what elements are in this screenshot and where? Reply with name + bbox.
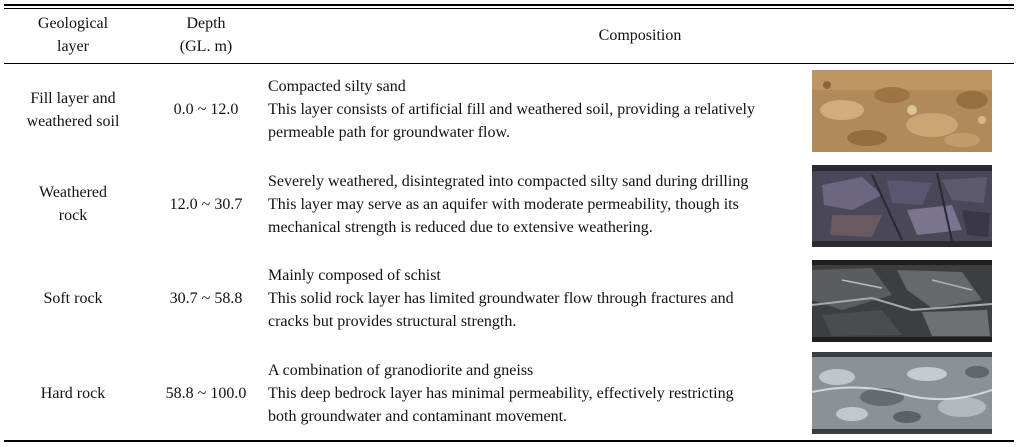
row-3-depth: 30.7 ~ 58.8 (169, 290, 243, 307)
row-4-composition-line1: A combination of granodiorite and gneiss (268, 362, 534, 379)
header-layer-line2: layer (57, 38, 89, 55)
row-1-composition-line2: This layer consists of artificial fill and weathered soil, providing a relatively (268, 101, 755, 118)
header-depth-line1: Depth (186, 15, 226, 32)
bottom-rule (4, 440, 1014, 442)
soft-rock-core-photo (812, 260, 992, 342)
header-layer-line1: Geological (37, 15, 109, 32)
row-2-composition (268, 170, 808, 239)
row-1-layer-line1: Fill layer and (30, 90, 116, 107)
top-rule-outer (4, 4, 1014, 6)
header-depth-line2: (GL. m) (179, 38, 233, 55)
header-composition: Composition (598, 27, 682, 44)
fill-soil-core-photo (812, 70, 992, 152)
row-3-composition-line2: This solid rock layer has limited groundwater flow through fractures and (268, 290, 734, 307)
row-3-composition (268, 264, 808, 333)
row-3-composition-line1: Mainly composed of schist (268, 267, 441, 284)
weathered-rock-core-photo (812, 165, 992, 247)
row-2-depth: 12.0 ~ 30.7 (169, 196, 243, 213)
row-4-composition-line2: This deep bedrock layer has minimal permeability, effectively restricting (268, 385, 734, 402)
row-4-composition-line3: both groundwater and contaminant movement. (268, 408, 568, 425)
row-2-layer (8, 181, 138, 227)
row-2-layer-line1: Weathered (39, 184, 107, 201)
row-3-composition-line3: cracks but provides structural strength. (268, 313, 517, 330)
row-3-layer: Soft rock (43, 290, 103, 307)
header-depth (146, 12, 266, 58)
row-1-composition-line1: Compacted silty sand (268, 78, 406, 95)
row-1-depth: 0.0 ~ 12.0 (173, 101, 239, 118)
header-rule (4, 63, 1014, 64)
row-4-composition (268, 359, 808, 428)
hard-rock-core-photo (812, 352, 992, 434)
row-4-depth: 58.8 ~ 100.0 (165, 385, 247, 402)
top-rule-inner (4, 8, 1014, 9)
row-4-layer: Hard rock (40, 385, 106, 402)
row-2-composition-line1: Severely weathered, disintegrated into compacted silty sand during drilling (268, 173, 749, 190)
row-1-layer-line2: weathered soil (26, 113, 120, 130)
row-1-layer (8, 87, 138, 133)
row-1-composition (268, 75, 808, 144)
row-1-composition-line3: permeable path for groundwater flow. (268, 124, 510, 141)
row-2-layer-line2: rock (58, 207, 88, 224)
row-2-composition-line2: This layer may serve as an aquifer with moderate permeability, though its (268, 196, 739, 213)
header-geological-layer (8, 12, 138, 58)
row-2-composition-line3: mechanical strength is reduced due to extensive weathering. (268, 219, 653, 236)
